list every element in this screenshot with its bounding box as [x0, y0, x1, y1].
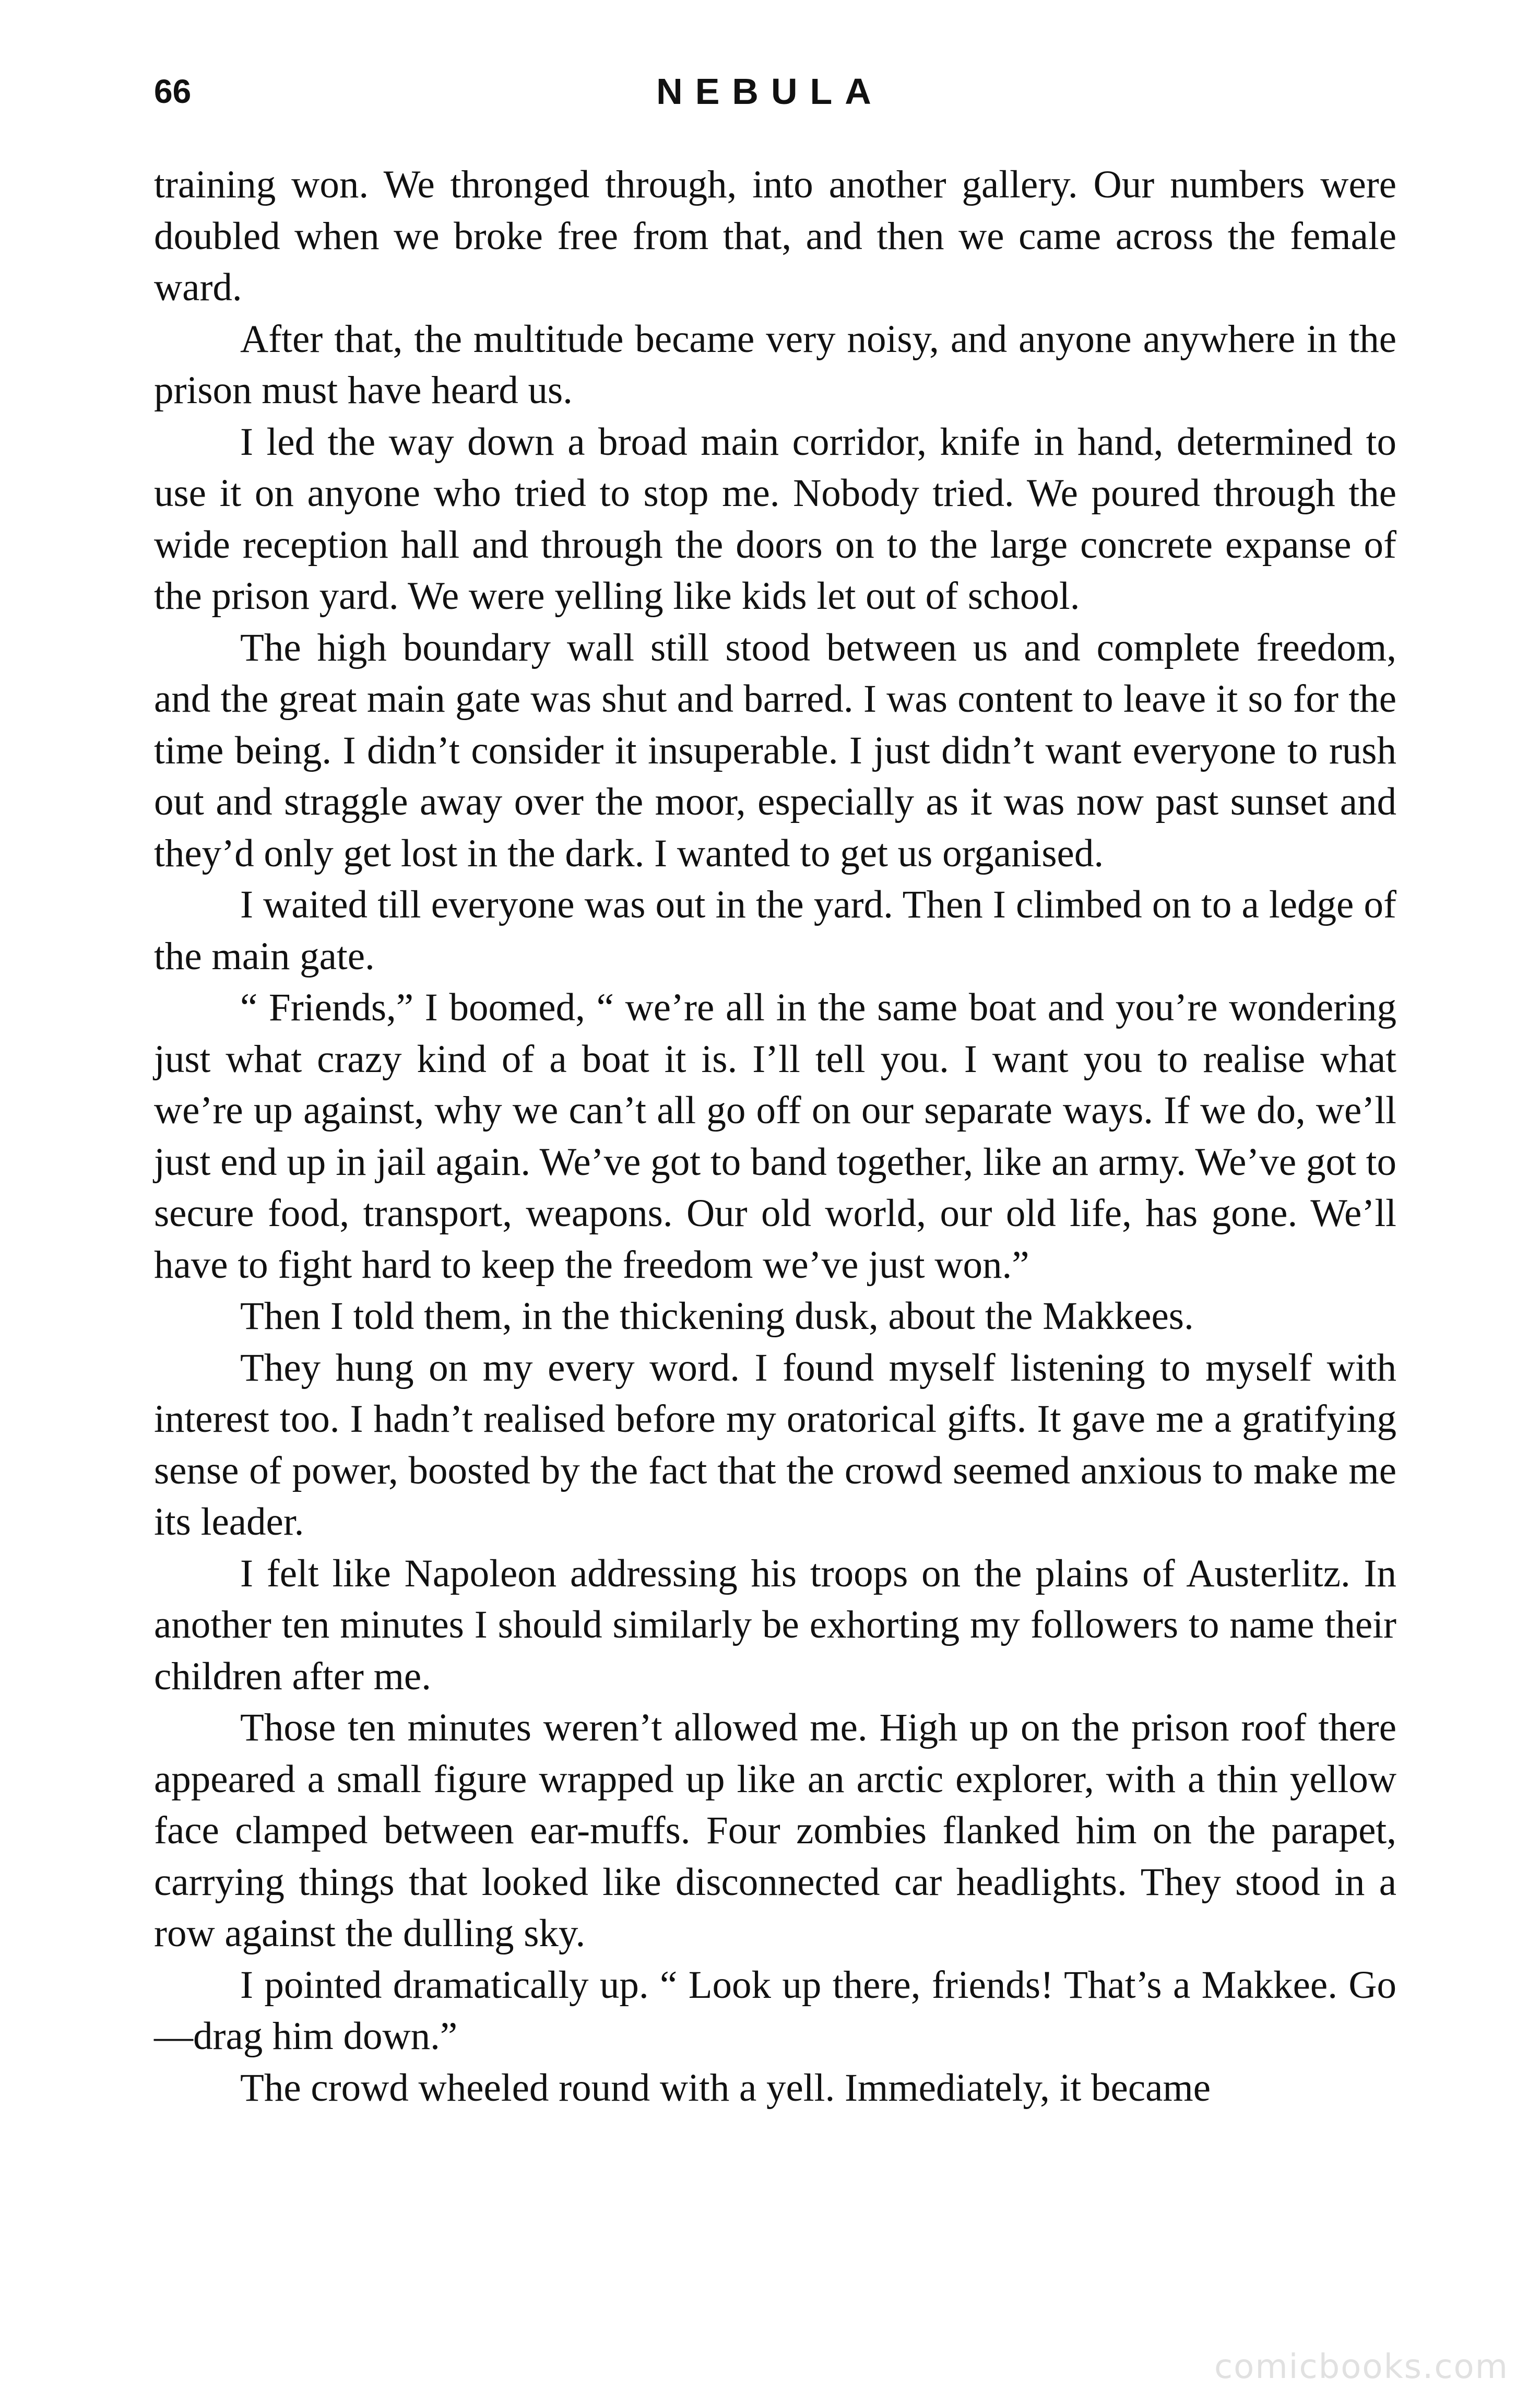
- page-number: 66: [154, 73, 192, 110]
- paragraph: Those ten minutes weren’t allowed me. High up on the prison roof there appeared a small figure wrapped up like an arctic explorer, with a thin yellow face clamped between ear-muffs. Four zombies flanked him on the parapet, carrying things that looked like disconnected car headlights. They stood in a row against the dulling sky.: [154, 1706, 1396, 1955]
- paragraph: training won. We thronged through, into another gallery. Our numbers were doubled when we broke free from that, and then we came across the female ward.: [154, 163, 1396, 309]
- watermark: comicbooks.com: [1214, 2348, 1509, 2386]
- paragraph: “ Friends,” I boomed, “ we’re all in the same boat and you’re wondering just what crazy kind of a boat it is. I’ll tell you. I want you to realise what we’re up against, why we can’t all go off on our separate ways. If we do, we’ll just end up in jail again. We’ve got to band together, like an army. We’ve got to secure food, transport, weapons. Our old world, our old life, has gone. We’ll have to fight hard to keep the freedom we’ve just won.”: [154, 986, 1396, 1287]
- paragraph: I led the way down a broad main corridor, knife in hand, determined to use it on anyone who tried to stop me. Nobody tried. We poured through the wide reception hall and through the doors on to the large concrete expanse of the prison yard. We were yelling like kids let out of school.: [154, 420, 1396, 618]
- paragraph: Then I told them, in the thickening dusk, about the Makkees.: [240, 1294, 1194, 1338]
- paragraph: The high boundary wall still stood between us and complete freedom, and the great main gate was shut and barred. I was content to leave it so for the time being. I didn’t consider it insuperable. I just didn’t want everyone to rush out and straggle away over the moor, especially as it was now past sunset and they’d only get lost in the dark. I wanted to get us organised.: [154, 626, 1396, 875]
- paragraph: I waited till everyone was out in the yard. Then I climbed on to a ledge of the main gate.: [154, 883, 1396, 978]
- paragraph: I pointed dramatically up. “ Look up there, friends! That’s a Makkee. Go—drag him down.”: [154, 1963, 1396, 2058]
- paragraph: After that, the multitude became very noisy, and anyone anywhere in the prison must have heard us.: [154, 317, 1396, 412]
- journal-title: NEBULA: [656, 71, 884, 112]
- paragraph: The crowd wheeled round with a yell. Immediately, it became: [240, 2066, 1211, 2110]
- paragraph: They hung on my every word. I found myself listening to myself with interest too. I hadn’t realised before my oratorical gifts. It gave me a gratifying sense of power, boosted by the fact that the crowd seemed anxious to make me its leader.: [154, 1346, 1396, 1544]
- body-text: [154, 159, 1396, 2114]
- paragraph: I felt like Napoleon addressing his troops on the plains of Austerlitz. In another ten minutes I should similarly be exhorting my followers to name their children after me.: [154, 1551, 1396, 1698]
- running-head: [154, 70, 1386, 123]
